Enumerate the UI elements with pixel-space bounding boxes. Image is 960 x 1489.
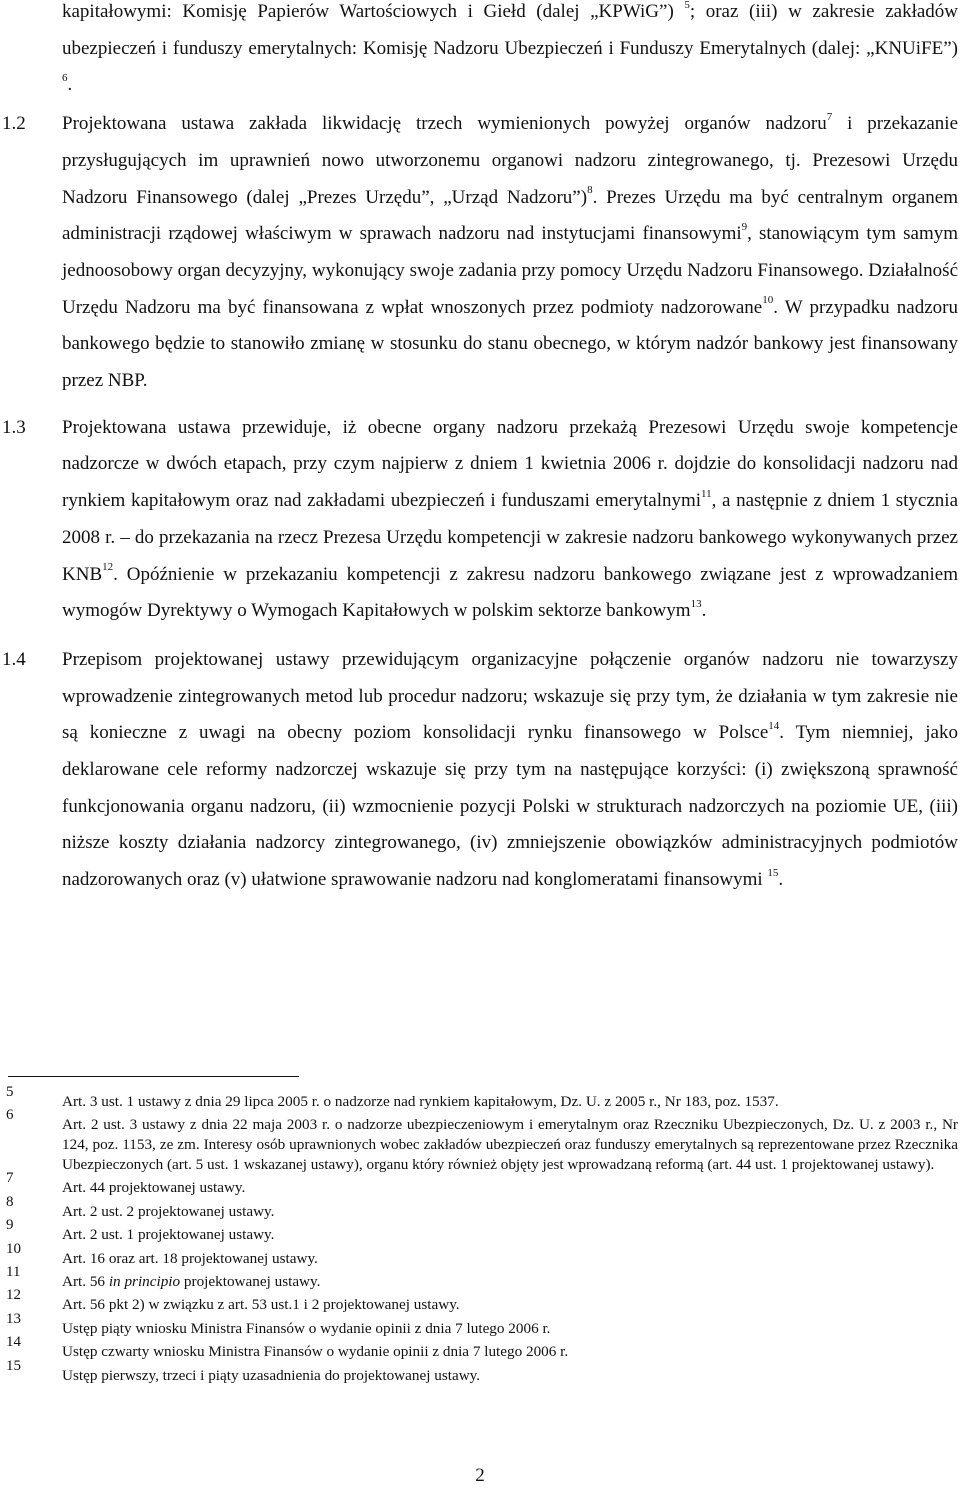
footnote-number: 13 [6,1310,21,1327]
footnote-ref[interactable]: 10 [762,294,774,307]
footnote-separator [8,1076,299,1077]
footnote-text: Art. 16 oraz art. 18 projektowanej ustawy. [62,1249,318,1267]
text-run: Przepisom projektowanej ustawy przewidującym organizacyjne połączenie organów nadzoru nie towarzyszy wprowadzenie zintegrowanych metod lub procedur nadzoru; wskazuje się przy tym, że działania w tym zakresie nie są konieczne z uwagi na obecny poziom konsolidacji rynku finansowego w Polsce [62,648,958,744]
text-run: , stanowiącym tym samym jednoosobowy organ decyzyjny, wykonujący swoje zadania przy pomocy Urzędu Nadzoru Finansowego. Działalność Urzędu Nadzoru ma być finansowana z wpłat wnoszonych przez podmioty nadzorowane [62,223,958,318]
footnote-text: Art. 2 ust. 3 ustawy z dnia 22 maja 2003 r. o nadzorze ubezpieczeniowym i emerytalnym oraz Rzeczniku Ubezpieczonych, Dz. U. z 2003 r., Nr 124, poz. 1153, ze zm. Interesy osób uprawnionych wobec zakładów ubezpieczeń oraz funduszy emerytalnych są reprezentowane przez Rzecznika Ubezpieczonych (art. 5 ust. 1 wskazanej ustawy), organu który również objęty jest wprowadzaną reformą (art. 44 ust. 1 projektowanej ustawy). [62,1116,958,1173]
footnote-number: 12 [6,1287,21,1304]
footnote-text: Ustęp pierwszy, trzeci i piąty uzasadnienia do projektowanej ustawy. [62,1366,481,1384]
footnote-ref[interactable]: 12 [102,561,114,574]
footnote-ref[interactable]: 14 [768,720,780,733]
footnote-ref[interactable]: 5 [684,0,690,11]
text-run: . Tym niemniej, jako deklarowane cele reformy nadzorczej wskazuje się przy tym na następujące korzyści: (i) zwiększoną sprawność funkcjonowania organu nadzoru, (ii) wzmocnienie pozycji Polski w strukturach nadzorczych na poziomie UE, (iii) niższe koszty działania nadzorcy zintegrowanego, (iv) zmniejszenie obowiązków administracyjnych podmiotów nadzorowanych oraz (v) ułatwione sprawowanie nadzoru nad konglomeratami finansowymi [62,722,958,891]
text-run: . W przypadku nadzoru bankowego będzie to stanowiło zmianę w stosunku do stanu obecnego, w którym nadzór bankowy jest finansowany przez NBP. [62,296,958,392]
footnote-number: 10 [6,1240,21,1257]
footnote-number: 9 [6,1217,14,1234]
paragraph-1-2 [0,106,960,400]
paragraph-1-4 [0,642,960,899]
footnote-6 [0,1107,960,1174]
footnote-number: 8 [6,1193,14,1210]
footnote-number: 7 [6,1170,14,1187]
footnote-8 [0,1193,960,1222]
footnote-ref[interactable]: 13 [690,597,702,610]
paragraph-intro [0,0,960,104]
text-run: kapitałowymi: Komisję Papierów Wartościowych i Giełd (dalej „KPWiG”) [62,1,685,22]
text-run: . [778,869,784,891]
footnote-text: Art. 44 projektowanej ustawy. [62,1179,246,1197]
footnote-15 [0,1357,960,1386]
footnote-text-italic: in principio [108,1272,181,1290]
footnote-ref[interactable]: 6 [62,72,68,85]
footnote-text: Art. 2 ust. 2 projektowanej ustawy. [62,1202,275,1220]
footnote-13 [0,1310,960,1339]
footnote-7 [0,1170,960,1198]
footnote-text: Ustęp czwarty wniosku Ministra Finansów o wydanie opinii z dnia 7 lutego 2006 r. [62,1343,569,1361]
footnote-text: Art. 56 pkt 2) w związku z art. 53 ust.1 i 2 projektowanej ustawy. [62,1296,460,1314]
footnote-text: Art. 3 ust. 1 ustawy z dnia 29 lipca 2005 r. o nadzorze nad rynkiem kapitałowym, Dz. U. z 2005 r., Nr 183, poz. 1537. [62,1093,779,1110]
footnote-text: projektowanej ustawy. [180,1272,321,1290]
text-run: . Opóźnienie w przekazaniu kompetencji z zakresu nadzoru bankowego związane jest z wprowadzaniem wymogów Dyrektywy o Wymogach Kapitałowych w polskim sektorze bankowym [62,563,958,622]
text-run: . [701,600,707,622]
footnote-text: Ustęp piąty wniosku Ministra Finansów o wydanie opinii z dnia 7 lutego 2006 r. [62,1319,551,1337]
paragraph-number: 1.3 [2,416,26,438]
footnote-number: 5 [6,1084,14,1100]
text-run: Projektowana ustawa przewiduje, iż obecne organy nadzoru przekażą Prezesowi Urzędu swoje kompetencje nadzorcze w dwóch etapach, przy czym najpierw z dniem 1 kwietnia 2006 r. dojdzie do konsolidacji nadzoru nad rynkiem kapitałowym oraz nad zakładami ubezpieczeń i funduszami emerytalnymi [62,416,958,512]
footnote-ref[interactable]: 11 [701,487,712,500]
footnote-10 [0,1240,960,1269]
footnote-text: Art. 56 [62,1272,109,1290]
footnote-number: 6 [6,1107,14,1124]
text-run: . Prezes Urzędu ma być centralnym organem administracji rządowej właściwym w sprawach nadzoru nad instytucjami finansowymi [62,186,958,245]
footnote-ref[interactable]: 7 [826,110,833,123]
footnote-ref[interactable]: 8 [587,184,593,197]
footnote-number: 15 [6,1357,21,1374]
text-run: Projektowana ustawa zakłada likwidację trzech wymienionych powyżej organów nadzoru [62,113,827,135]
paragraph-number: 1.2 [2,113,26,135]
footnote-9 [0,1217,960,1245]
footnote-ref[interactable]: 15 [767,866,779,879]
text-run: , a następnie z dniem 1 stycznia 2008 r. – do przekazania na rzecz Prezesa Urzędu kompetencji w zakresie nadzoru bankowego wykonywanych przez KNB [62,490,958,585]
footnote-text: Art. 2 ust. 1 projektowanej ustawy. [62,1226,275,1244]
paragraph-1-3 [0,410,960,630]
page-number: 2 [475,1465,485,1486]
footnote-ref[interactable]: 9 [741,220,748,233]
text-run: i przekazanie przysługujących im uprawnień nowo utworzonemu organowi nadzoru zintegrowanego, tj. Prezesowi Urzędu Nadzoru Finansowego (dalej „Prezes Urzędu”, „Urząd Nadzoru”) [62,113,959,208]
footnotes [0,1084,960,1385]
footnote-14 [0,1334,960,1362]
footnote-11 [0,1263,960,1292]
footnote-12 [0,1287,960,1315]
footnote-number: 14 [6,1334,21,1351]
footnote-number: 11 [6,1263,21,1280]
text-run: . [67,74,73,96]
paragraph-number: 1.4 [2,648,26,670]
footnote-5 [0,1084,960,1112]
text-run: ; oraz (iii) w zakresie zakładów ubezpieczeń i funduszy emerytalnych: Komisję Nadzoru Ubezpieczeń i Funduszy Emerytalnych (dalej: „KNUiFE”) [62,1,959,59]
